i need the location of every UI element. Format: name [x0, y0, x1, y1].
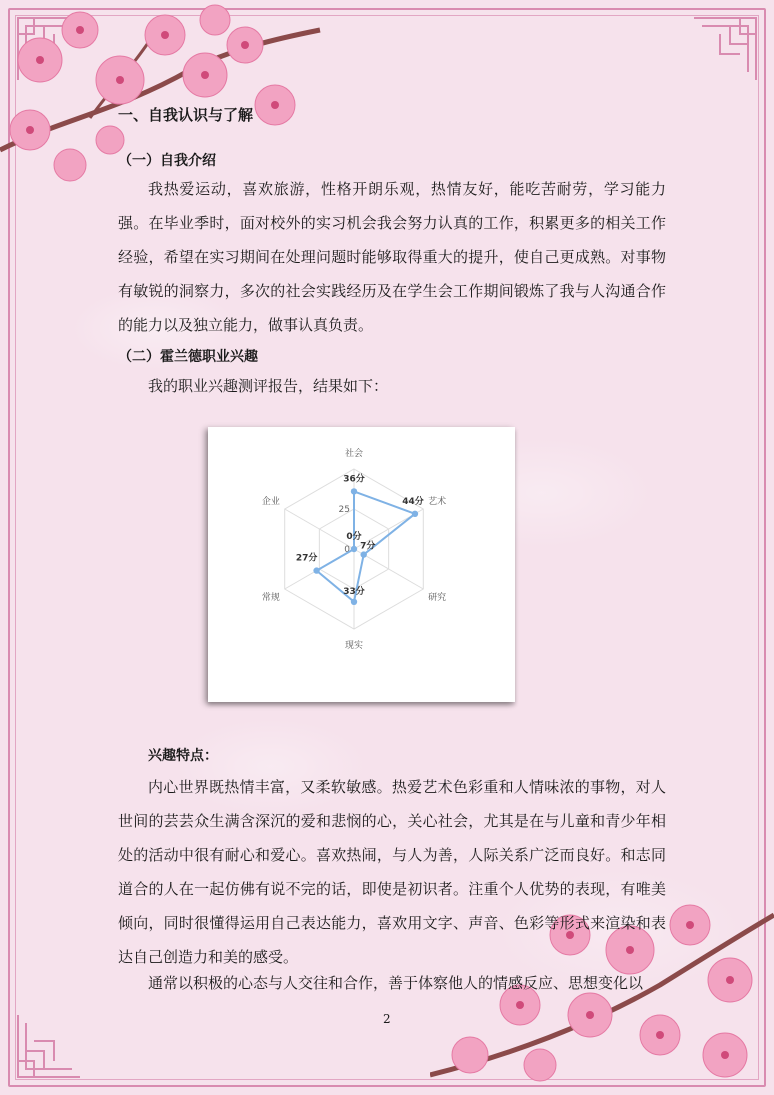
radar-value-label: 0分 — [346, 532, 362, 542]
radar-axis-label: 现实 — [344, 641, 364, 651]
radar-data-point — [360, 551, 366, 557]
radar-tick-label: 0 — [344, 545, 350, 555]
radar-data-point — [351, 546, 357, 552]
traits-heading: 兴趣特点： — [148, 748, 218, 764]
traits-paragraph-2: 通常以积极的心态与人交往和合作，善于体察他人的情感反应、思想变化以 — [148, 974, 644, 992]
radar-axis-label: 研究 — [428, 593, 447, 603]
radar-axis-label: 社会 — [344, 449, 364, 459]
self-intro-paragraph: 我热爱运动，喜欢旅游，性格开朗乐观，热情友好，能吃苦耐劳，学习能力强。在毕业季时，面对校外的实习机会我会努力认真的工作，积累更多的相关工作经验，希望在实习期间在处理问题时能够取得重大的提升，使自己更成熟。对事物有敏锐的洞察力，多次的社会实践经历及在学生会工作期间锻炼了我与人沟通合作的能力以及独立能力，做事认真负责。 — [118, 180, 666, 334]
radar-data-point — [313, 567, 319, 573]
radar-tick-label: 25 — [338, 505, 350, 515]
radar-data-point — [412, 511, 418, 517]
radar-data-point — [351, 488, 357, 494]
subsection-heading-holland: （二）霍兰德职业兴趣 — [118, 349, 258, 365]
subsection-heading-intro: （一）自我介绍 — [118, 153, 216, 169]
radar-chart — [208, 427, 515, 702]
page-number: 2 — [383, 1012, 391, 1026]
radar-value-label: 7分 — [360, 541, 376, 552]
holland-intro-line: 我的职业兴趣测评报告，结果如下： — [148, 377, 389, 395]
traits-paragraph-1: 内心世界既热情丰富，又柔软敏感。热爱艺术色彩重和人情味浓的事物，对人世间的芸芸众生满含深沉的爱和悲悯的心，关心社会，尤其是在与儿童和青少年相处的活动中很有耐心和爱心。喜欢热闹，与人为善，人际关系广泛而良好。和志同道合的人在一起仿佛有说不完的话，即使是初识者。注重个人优势的表现，有唯美倾向，同时很懂得运用自己表达能力，喜欢用文字、声音、色彩等形式来渲染和表达自己创造力和美的感受。 — [118, 778, 666, 966]
radar-chart-svg — [208, 427, 515, 702]
radar-value-label: 44分 — [402, 496, 424, 507]
radar-value-label: 33分 — [343, 586, 365, 597]
radar-axis-label: 企业 — [261, 497, 280, 507]
radar-axis-label: 艺术 — [428, 497, 447, 507]
section-heading: 一、自我认识与了解 — [118, 106, 254, 124]
radar-value-label: 27分 — [295, 553, 318, 564]
radar-data-point — [351, 599, 357, 605]
radar-axis-label: 常规 — [261, 593, 280, 603]
radar-value-label: 36分 — [343, 474, 365, 485]
